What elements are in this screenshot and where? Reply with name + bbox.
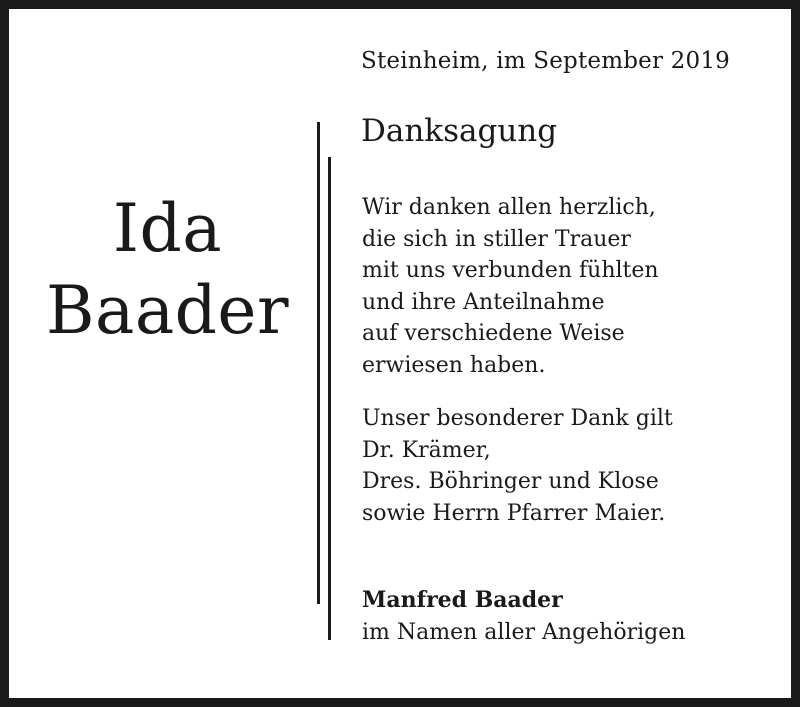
deceased-first-name: Ida: [112, 190, 223, 267]
place-date: Steinheim, im September 2019: [361, 48, 730, 74]
paragraph-line: erwiesen haben.: [362, 352, 546, 378]
notice-heading: Danksagung: [361, 113, 558, 149]
paragraph-line: Unser besonderer Dank gilt: [362, 406, 673, 431]
deceased-name: [40, 188, 295, 352]
divider-line-right: [328, 157, 331, 640]
paragraph-line: sowie Herrn Pfarrer Maier.: [362, 500, 666, 526]
divider-line-left: [317, 122, 320, 604]
paragraph-line: und ihre Anteilnahme: [362, 289, 605, 315]
paragraph-line: Wir danken allen herzlich,: [362, 195, 656, 220]
paragraph-line: Dr. Krämer,: [362, 437, 491, 463]
paragraph-line: mit uns verbunden fühlten: [362, 258, 659, 283]
thanks-paragraph: [362, 192, 659, 381]
paragraph-line: Dres. Böhringer und Klose: [362, 469, 659, 494]
special-thanks-paragraph: [362, 403, 673, 529]
signer-name: Manfred Baader: [362, 587, 563, 613]
paragraph-line: die sich in stiller Trauer: [362, 226, 631, 252]
paragraph-line: auf verschiedene Weise: [362, 321, 625, 346]
signer-subtitle: im Namen aller Angehörigen: [362, 619, 686, 645]
deceased-last-name: Baader: [45, 272, 290, 349]
signer-block: [362, 585, 685, 648]
